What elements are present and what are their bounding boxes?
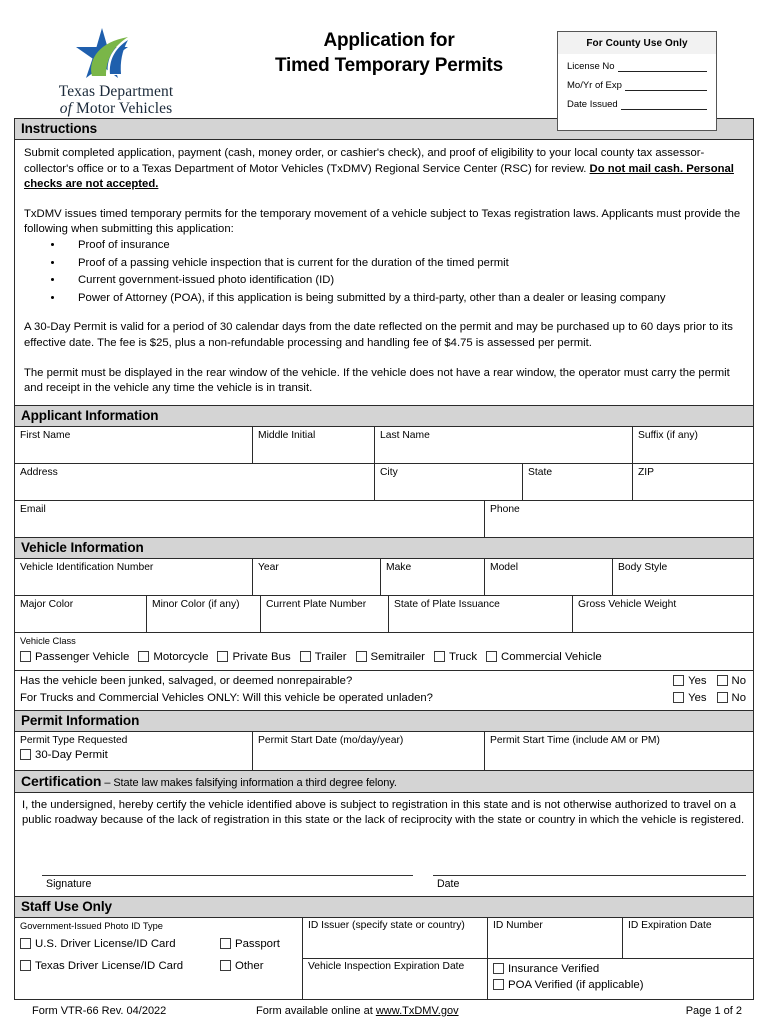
section-header-certification: Certification – State law makes falsifying information a third degree felony. xyxy=(15,771,753,793)
field-address[interactable]: Address xyxy=(15,464,375,500)
county-field-mo-yr-exp[interactable]: Mo/Yr of Exp xyxy=(567,80,707,91)
vehicle-row-1 xyxy=(15,559,753,596)
footer-online-note: Form available online at www.TxDMV.gov xyxy=(256,1004,459,1017)
checkbox-icon[interactable] xyxy=(434,651,445,662)
field-major-color[interactable]: Major Color xyxy=(15,596,147,632)
checkbox-30-day-permit[interactable]: 30-Day Permit xyxy=(20,749,108,761)
instructions-paragraph-2: TxDMV issues timed temporary permits for the temporary movement of a vehicle subject to Texas registration laws. Applicants must provide the following when submitting this application: xyxy=(24,207,741,236)
field-email[interactable]: Email xyxy=(15,501,485,537)
checkbox-icon[interactable] xyxy=(138,651,149,662)
field-body-style[interactable]: Body Style xyxy=(618,561,668,573)
checkbox-icon[interactable] xyxy=(717,692,728,703)
checkbox-texas-driver-license[interactable]: Texas Driver License/ID Card xyxy=(20,955,220,977)
field-suffix[interactable]: Suffix (if any) xyxy=(638,429,698,441)
county-field-date-issued[interactable]: Date Issued xyxy=(567,99,707,110)
field-current-plate-number[interactable]: Current Plate Number xyxy=(261,596,389,632)
checkbox-truck[interactable]: Truck xyxy=(434,649,477,666)
field-vin[interactable]: Vehicle Identification Number xyxy=(15,559,253,595)
permit-row xyxy=(15,732,753,771)
form-body xyxy=(14,118,754,1000)
yes-no-group: Yes No xyxy=(665,690,748,707)
list-item: • Proof of insurance xyxy=(64,238,744,254)
field-make[interactable]: Make xyxy=(381,559,485,595)
field-gross-vehicle-weight[interactable]: Gross Vehicle Weight xyxy=(578,598,677,610)
vehicle-questions-row xyxy=(15,671,753,711)
list-item: • Proof of a passing vehicle inspection that is current for the duration of the timed permit xyxy=(64,256,744,272)
vehicle-class-row xyxy=(15,633,753,671)
page-footer xyxy=(14,1000,754,1017)
write-in-rule[interactable] xyxy=(625,82,707,91)
checkbox-icon[interactable] xyxy=(220,960,231,971)
signature-field[interactable]: Signature xyxy=(22,875,413,893)
section-header-instructions: Instructions xyxy=(15,119,753,140)
logo-line-2: of Motor Vehicles xyxy=(59,99,173,117)
staff-id-row-1 xyxy=(20,933,297,955)
vehicle-class-options xyxy=(20,651,611,663)
field-id-issuer[interactable]: ID Issuer (specify state or country) xyxy=(303,918,488,958)
checkbox-motorcycle[interactable]: Motorcycle xyxy=(138,649,208,666)
county-use-title: For County Use Only xyxy=(558,32,716,54)
field-id-expiration-date[interactable]: ID Expiration Date xyxy=(628,919,712,931)
county-use-box xyxy=(557,31,717,131)
checkbox-semitrailer[interactable]: Semitrailer xyxy=(356,649,425,666)
checkbox-insurance-verified[interactable]: Insurance Verified xyxy=(493,961,748,977)
field-vehicle-inspection-expiration-date[interactable]: Vehicle Inspection Expiration Date xyxy=(303,959,488,999)
applicant-row-name xyxy=(15,427,753,464)
txdmv-logo xyxy=(36,20,196,117)
checkbox-other-id[interactable]: Other xyxy=(220,955,297,977)
instructions-paragraph-3: A 30-Day Permit is valid for a period of 30 calendar days from the date reflected on the permit and may be purchased up to 60 days prior to its effective date. The fee is $25, plus a non-refundable processing and handling fee of $4.75 is assessed per permit. xyxy=(24,321,733,349)
section-header-vehicle-information: Vehicle Information xyxy=(15,538,753,559)
checkbox-icon[interactable] xyxy=(673,692,684,703)
yes-no-group: Yes No xyxy=(665,673,748,690)
instructions-bold-warning: Do not mail cash. Personal checks are not accepted. xyxy=(24,162,734,191)
section-header-permit-information: Permit Information xyxy=(15,711,753,732)
county-use-fields xyxy=(558,54,716,110)
checkbox-icon[interactable] xyxy=(20,960,31,971)
checkbox-icon[interactable] xyxy=(493,963,504,974)
checkbox-icon[interactable] xyxy=(300,651,311,662)
instructions-body xyxy=(15,140,753,406)
write-in-rule[interactable] xyxy=(621,101,707,110)
certification-body xyxy=(15,793,753,897)
question-operated-unladen: For Trucks and Commercial Vehicles ONLY: Will this vehicle be operated unladen? Yes No xyxy=(20,690,748,707)
signature-line[interactable] xyxy=(42,875,413,876)
checkbox-icon[interactable] xyxy=(356,651,367,662)
checkbox-commercial-vehicle[interactable]: Commercial Vehicle xyxy=(486,649,602,666)
checkbox-icon[interactable] xyxy=(20,651,31,662)
checkbox-icon[interactable] xyxy=(673,675,684,686)
checkbox-icon[interactable] xyxy=(717,675,728,686)
list-item: • Current government-issued photo identification (ID) xyxy=(64,273,744,289)
footer-form-id: Form VTR-66 Rev. 04/2022 xyxy=(32,1004,167,1017)
field-zip[interactable]: ZIP xyxy=(638,466,655,478)
checkbox-icon[interactable] xyxy=(486,651,497,662)
vehicle-yes-no-questions xyxy=(15,671,753,710)
certification-text: I, the undersigned, hereby certify the vehicle identified above is subject to registration in this state and is not otherwise authorized to travel on a public roadway because of the lack of registration in this state or the lack of reciprocity with the state or country in which the vehicle is registered. xyxy=(22,798,745,827)
write-in-rule[interactable] xyxy=(618,63,707,72)
field-permit-start-time[interactable]: Permit Start Time (include AM or PM) xyxy=(490,734,660,746)
field-model[interactable]: Model xyxy=(485,559,613,595)
county-field-license-no[interactable]: License No xyxy=(567,61,707,72)
checkbox-icon[interactable] xyxy=(220,938,231,949)
staff-use-grid xyxy=(15,918,753,1000)
date-line[interactable] xyxy=(433,875,746,876)
field-minor-color[interactable]: Minor Color (if any) xyxy=(147,596,261,632)
instructions-bullet-list xyxy=(24,238,744,306)
page-header xyxy=(14,0,754,118)
title-line-1: Application for xyxy=(323,30,455,51)
checkbox-icon[interactable] xyxy=(217,651,228,662)
applicant-row-contact xyxy=(15,501,753,538)
checkbox-passenger-vehicle[interactable]: Passenger Vehicle xyxy=(20,649,129,666)
staff-id-detail-row xyxy=(303,918,753,959)
field-state[interactable]: State xyxy=(523,464,633,500)
page-title xyxy=(224,28,554,78)
checkbox-private-bus[interactable]: Private Bus xyxy=(217,649,290,666)
checkbox-poa-verified[interactable]: POA Verified (if applicable) xyxy=(493,977,748,993)
staff-id-type-group: Government-Issued Photo ID Type U.S. Driver License/ID Card Passport Texas Driver License/ID Card Other xyxy=(15,918,303,999)
vehicle-row-2 xyxy=(15,596,753,633)
title-line-2: Timed Temporary Permits xyxy=(274,55,504,76)
instructions-paragraph-1: Submit completed application, payment (cash, money order, or cashier's check), and proof of eligibility to your local county tax assessor-collector's office or to a Texas Department of Motor Vehicles (TxDMV) Regional Service Center (RSC) for review. Do not mail cash. Personal checks are not accepted. xyxy=(24,147,734,191)
list-item: • Power of Attorney (POA), if this application is being submitted by a third-party, other than a dealer or leasing company xyxy=(64,291,744,307)
field-phone[interactable]: Phone xyxy=(490,503,520,515)
signature-area xyxy=(22,875,746,893)
signature-date-field[interactable]: Date xyxy=(413,875,746,893)
question-junked-salvaged: Has the vehicle been junked, salvaged, or deemed nonrepairable? Yes No xyxy=(20,673,748,690)
staff-verification-row xyxy=(303,959,753,999)
txdmv-website-link[interactable]: www.TxDMV.gov xyxy=(375,1004,459,1017)
field-year[interactable]: Year xyxy=(253,559,381,595)
section-header-applicant-information: Applicant Information xyxy=(15,406,753,427)
logo-wordmark xyxy=(36,84,196,117)
instructions-paragraph-4: The permit must be displayed in the rear window of the vehicle. If the vehicle does not have a rear window, the operator must carry the permit and receipt in the vehicle any time the vehicle is in transit. xyxy=(24,366,730,395)
checkbox-passport[interactable]: Passport xyxy=(220,933,297,955)
field-permit-type: Permit Type Requested 30-Day Permit xyxy=(15,732,253,770)
staff-right-grid xyxy=(303,918,753,999)
checkbox-icon[interactable] xyxy=(20,749,31,760)
txdmv-star-icon xyxy=(36,20,196,82)
staff-verify-group xyxy=(488,959,753,999)
field-id-number[interactable]: ID Number xyxy=(488,918,623,958)
vehicle-class-group: Vehicle Class Passenger Vehicle Motorcycle Private Bus Trailer Semitrailer Truck Commercial Vehicle xyxy=(15,633,753,670)
checkbox-icon[interactable] xyxy=(20,938,31,949)
field-permit-start-date[interactable]: Permit Start Date (mo/day/year) xyxy=(253,732,485,770)
applicant-row-address xyxy=(15,464,753,501)
field-first-name[interactable]: First Name xyxy=(15,427,253,463)
checkbox-icon[interactable] xyxy=(493,979,504,990)
checkbox-trailer[interactable]: Trailer xyxy=(300,649,347,666)
section-header-staff-use-only: Staff Use Only xyxy=(15,897,753,918)
field-state-of-plate-issuance[interactable]: State of Plate Issuance xyxy=(389,596,573,632)
logo-line-1: Texas Department xyxy=(58,83,174,100)
field-last-name[interactable]: Last Name xyxy=(375,427,633,463)
field-city[interactable]: City xyxy=(375,464,523,500)
checkbox-us-driver-license[interactable]: U.S. Driver License/ID Card xyxy=(20,933,220,955)
field-middle-initial[interactable]: Middle Initial xyxy=(253,427,375,463)
footer-page-number: Page 1 of 2 xyxy=(685,1004,742,1017)
staff-id-row-2 xyxy=(20,955,297,977)
